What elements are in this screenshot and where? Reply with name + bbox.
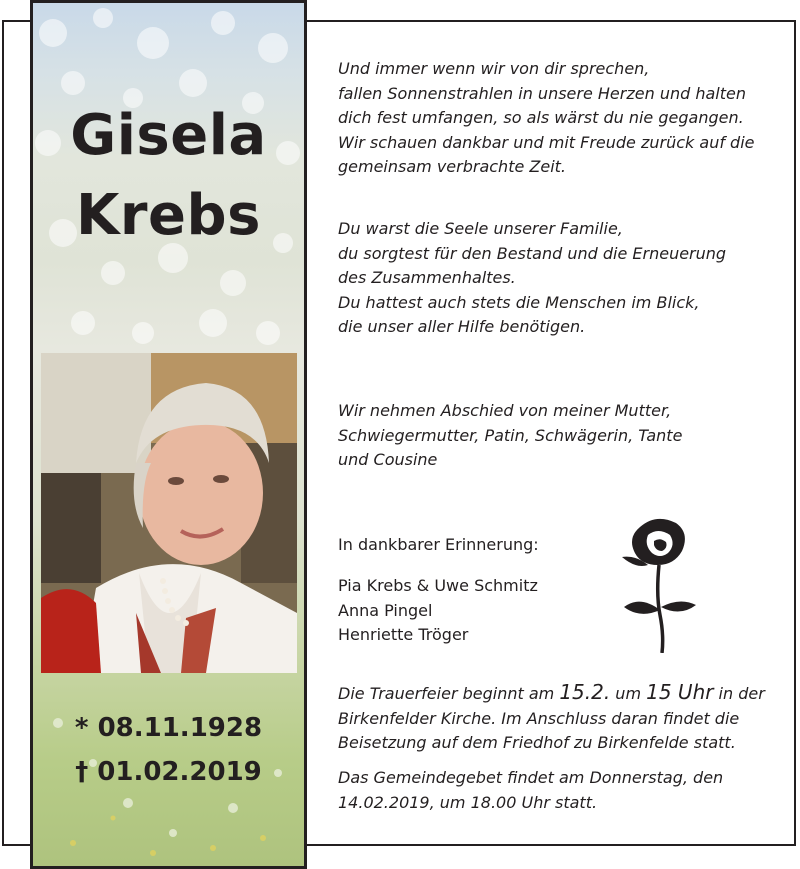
prayer-line: 14.02.2019, um 18.00 Uhr statt. (338, 792, 598, 812)
farewell-text (338, 399, 778, 473)
poem-line: Und immer wenn wir von dir sprechen, (338, 59, 650, 78)
left-panel (30, 0, 307, 869)
first-name: Gisela (70, 103, 267, 168)
last-name: Krebs (76, 183, 261, 248)
funeral-line-2: Birkenfelder Kirche. Im Anschluss daran findet die (338, 708, 740, 728)
mourner-name: Anna Pingel (338, 600, 433, 620)
funeral-text: um (610, 684, 647, 703)
rose-icon (618, 515, 698, 653)
funeral-line-1 (338, 680, 778, 707)
funeral-date: 15.2. (559, 680, 611, 704)
farewell-line: und Cousine (338, 450, 438, 469)
funeral-text: in der (713, 684, 765, 703)
poem-line: Du warst die Seele unserer Familie, (338, 219, 623, 238)
farewell-line: Schwiegermutter, Patin, Schwägerin, Tante (338, 425, 683, 445)
death-date: † 01.02.2019 (75, 757, 262, 787)
funeral-time: 15 Uhr (646, 680, 714, 704)
poem-line: du sorgtest für den Bestand und die Erneuerung (338, 243, 727, 263)
poem-line: fallen Sonnenstrahlen in unsere Herzen und halten (338, 83, 746, 103)
poem-one (338, 57, 778, 180)
mourners-list (338, 574, 778, 648)
prayer-line: Das Gemeindegebet findet am Donnerstag, den (338, 768, 724, 787)
funeral-text: Die Trauerfeier beginnt am (338, 684, 560, 703)
birth-date: * 08.11.1928 (74, 713, 263, 743)
poem-line: die unser aller Hilfe benötigen. (338, 317, 586, 336)
poem-line: Du hattest auch stets die Menschen im Blick, (338, 292, 700, 312)
mourner-name: Henriette Tröger (338, 625, 469, 644)
funeral-line-3: Beisetzung auf dem Friedhof zu Birkenfelde statt. (338, 733, 736, 752)
poem-line: dich fest umfangen, so als wärst du nie gegangen. (338, 108, 744, 127)
poem-line: gemeinsam verbrachte Zeit. (338, 157, 567, 176)
funeral-info (338, 680, 778, 756)
portrait-photo (41, 353, 297, 673)
poem-two (338, 217, 778, 340)
prayer-info (338, 766, 778, 815)
remembrance-label: In dankbarer Erinnerung: (338, 535, 539, 554)
poem-line: des Zusammenhaltes. (338, 268, 516, 287)
poem-line: Wir schauen dankbar und mit Freude zurück auf die (338, 132, 755, 152)
farewell-line: Wir nehmen Abschied von meiner Mutter, (338, 401, 672, 420)
mourner-name: Pia Krebs & Uwe Schmitz (338, 576, 538, 595)
